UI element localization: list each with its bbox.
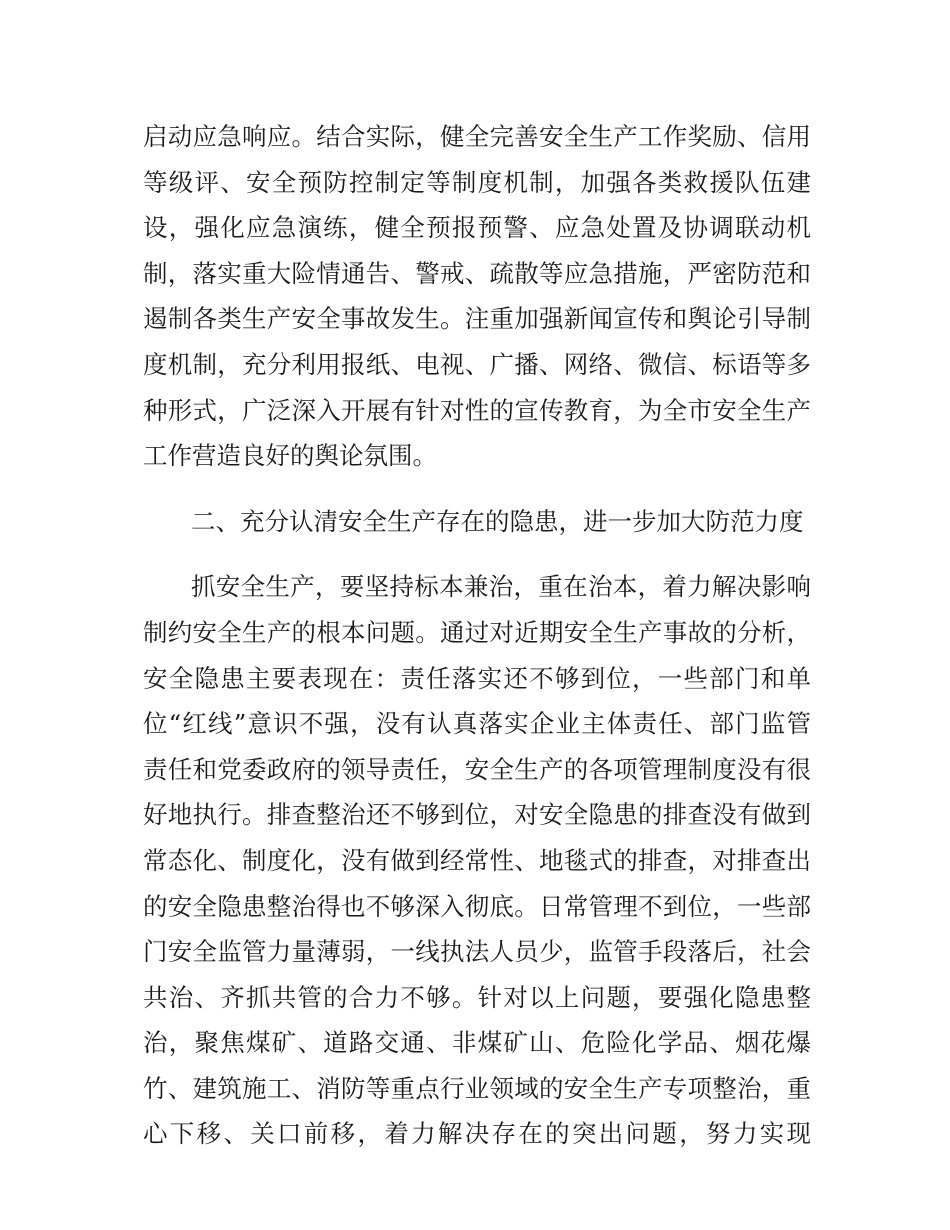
paragraph-gap: [143, 544, 811, 564]
paragraph-line: 工作营造良好的舆论氛围。: [143, 441, 437, 471]
paragraph-line: 制，落实重大险情通告、警戒、疏散等应急措施，严密防范和: [143, 258, 811, 288]
paragraph-line: 等级评、安全预防控制定等制度机制，加强各类救援队伍建: [143, 167, 811, 197]
paragraph-2: [143, 564, 811, 1157]
paragraph-line: 遏制各类生产安全事故发生。注重加强新闻宣传和舆论引导制: [143, 304, 811, 334]
paragraph-line: 治，聚焦煤矿、道路交通、非煤矿山、危险化学品、烟花爆: [143, 1028, 811, 1058]
paragraph-line: 的安全隐患整治得也不够深入彻底。日常管理不到位，一些部: [143, 891, 811, 921]
paragraph-line: 设，强化应急演练，健全预报预警、应急处置及协调联动机: [143, 213, 811, 243]
paragraph-line: 门安全监管力量薄弱，一线执法人员少，监管手段落后，社会: [143, 937, 811, 967]
document-body: [143, 114, 811, 1157]
paragraph-line: 心下移、关口前移，着力解决存在的突出问题，努力实现: [143, 1119, 811, 1149]
paragraph-line: 共治、齐抓共管的合力不够。针对以上问题，要强化隐患整: [143, 982, 811, 1012]
paragraph-line: 种形式，广泛深入开展有针对性的宣传教育，为全市安全生产: [143, 395, 811, 425]
paragraph-line: 度机制，充分利用报纸、电视、广播、网络、微信、标语等多: [143, 349, 811, 379]
paragraph-line: 好地执行。排查整治还不够到位，对安全隐患的排查没有做到: [143, 800, 811, 830]
paragraph-line: 安全隐患主要表现在：责任落实还不够到位，一些部门和单: [143, 663, 811, 693]
paragraph-gap: [143, 479, 811, 499]
paragraph-line: 位“红线”意识不强，没有认真落实企业主体责任、部门监管: [143, 709, 811, 739]
paragraph-line: 制约安全生产的根本问题。通过对近期安全生产事故的分析，: [143, 617, 811, 647]
paragraph-1: [143, 114, 811, 479]
paragraph-line: 常态化、制度化，没有做到经常性、地毯式的排查，对排查出: [143, 845, 811, 875]
paragraph-line: 抓安全生产，要坚持标本兼治，重在治本，着力解决影响: [191, 572, 811, 602]
paragraph-line: 竹、建筑施工、消防等重点行业领域的安全生产专项整治，重: [143, 1073, 811, 1103]
paragraph-line: 启动应急响应。结合实际，健全完善安全生产工作奖励、信用: [143, 122, 811, 151]
section-heading: 二、充分认清安全生产存在的隐患，进一步加大防范力度: [191, 506, 804, 536]
paragraph-line: 责任和党委政府的领导责任，安全生产的各项管理制度没有很: [143, 754, 811, 784]
